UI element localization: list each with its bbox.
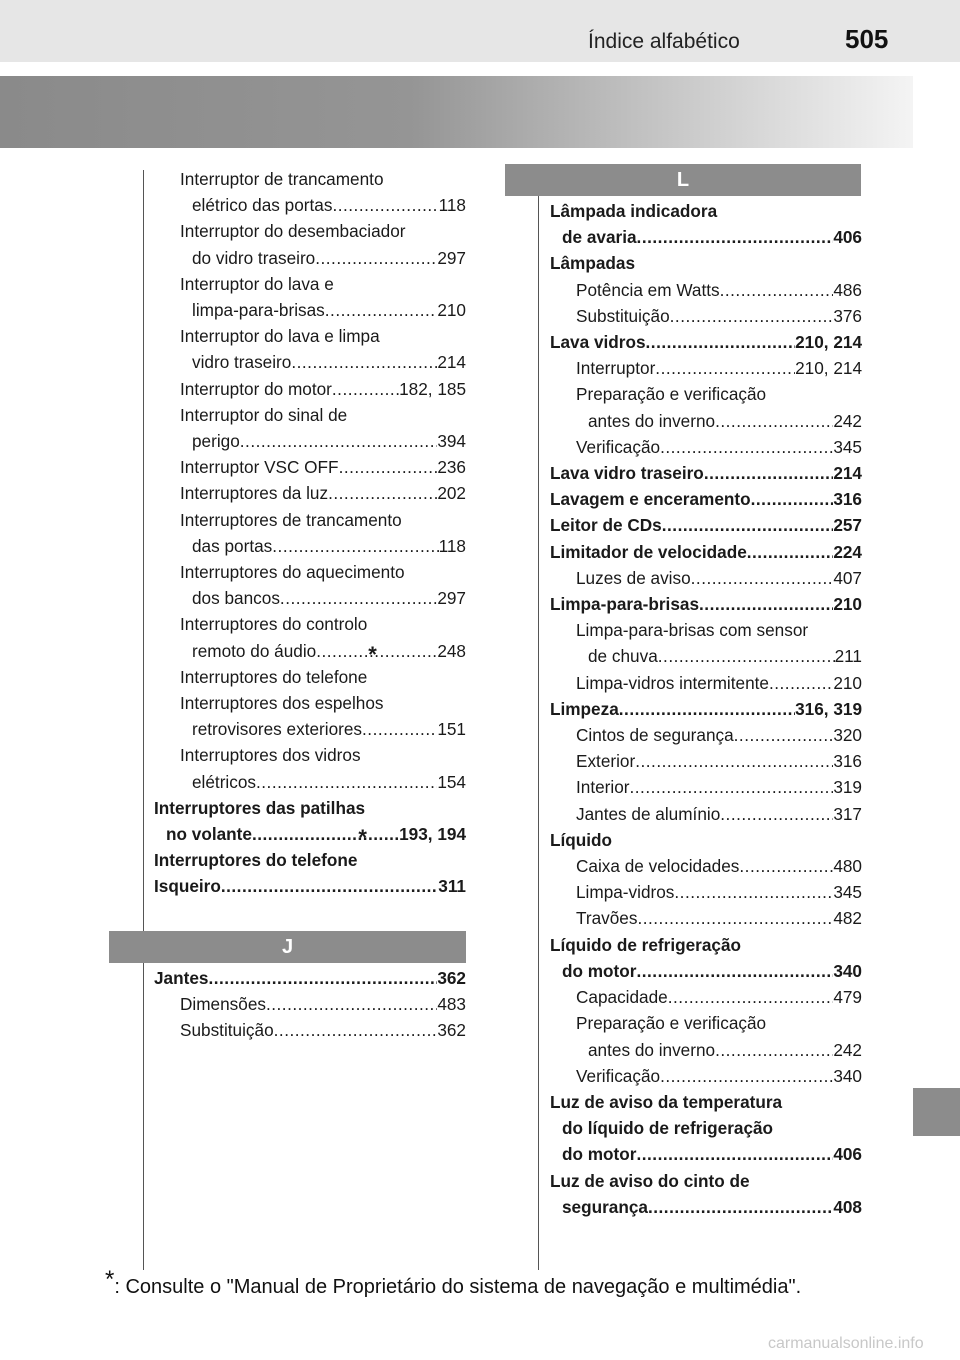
footnote-reference: * bbox=[358, 825, 367, 851]
index-entry bbox=[544, 198, 862, 250]
dot-leader bbox=[328, 480, 437, 506]
dot-leader bbox=[674, 879, 833, 905]
index-entry bbox=[148, 454, 466, 480]
index-entry-text: elétrico das portas bbox=[192, 195, 333, 216]
index-entry-text: remoto do áudio bbox=[192, 640, 317, 661]
index-entry bbox=[148, 559, 466, 611]
dot-leader bbox=[636, 1141, 833, 1167]
index-entry bbox=[148, 1017, 466, 1043]
index-entry bbox=[148, 690, 466, 742]
index-entry-text: Leitor de CDs bbox=[550, 515, 662, 536]
dot-leader bbox=[252, 821, 399, 847]
index-entry-text: Interruptores dos espelhos bbox=[180, 693, 384, 714]
dot-leader bbox=[747, 539, 834, 565]
index-entry bbox=[544, 486, 862, 512]
index-entry bbox=[544, 1010, 862, 1062]
index-page-number: 236 bbox=[437, 457, 466, 478]
dot-leader bbox=[266, 991, 437, 1017]
index-page-number: 257 bbox=[833, 515, 862, 536]
index-entry-text: Limpeza bbox=[550, 698, 619, 719]
dot-leader bbox=[332, 192, 438, 218]
index-page-number: 214 bbox=[437, 352, 466, 373]
dot-leader bbox=[655, 355, 795, 381]
dot-leader bbox=[715, 1037, 833, 1063]
index-page-number: 483 bbox=[437, 994, 466, 1015]
index-entry bbox=[544, 984, 862, 1010]
dot-leader bbox=[715, 408, 833, 434]
dot-leader bbox=[240, 428, 438, 454]
index-entry-text: do vidro traseiro bbox=[192, 247, 316, 268]
index-entry-text: Limpa-vidros intermitente bbox=[576, 672, 769, 693]
index-page-number: 224 bbox=[833, 541, 862, 562]
index-entry bbox=[544, 932, 862, 984]
index-entry bbox=[148, 507, 466, 559]
index-page-number: 480 bbox=[833, 856, 862, 877]
index-entry-text: Limpa-para-brisas com sensor bbox=[576, 620, 809, 641]
index-entry-text: Travões bbox=[576, 908, 638, 929]
page-title: Índice alfabético bbox=[588, 30, 740, 53]
index-entry bbox=[544, 853, 862, 879]
index-entry bbox=[148, 965, 466, 991]
index-page-number: 394 bbox=[437, 431, 466, 452]
page-header-bar bbox=[0, 0, 960, 62]
dot-leader bbox=[720, 801, 833, 827]
column-divider-middle bbox=[538, 170, 539, 1270]
index-entry bbox=[544, 774, 862, 800]
index-page-number: 311 bbox=[438, 876, 466, 897]
index-page-number: 210 bbox=[833, 594, 862, 615]
index-page-number: 151 bbox=[437, 719, 466, 740]
index-entry bbox=[544, 381, 862, 433]
index-entry-text: antes do inverno bbox=[588, 410, 716, 431]
dot-leader bbox=[339, 454, 438, 480]
index-entry-text: Isqueiro bbox=[154, 876, 221, 897]
index-page-number: 118 bbox=[438, 195, 466, 216]
page-number: 505 bbox=[845, 24, 889, 54]
index-entry-text: no volante bbox=[166, 824, 252, 845]
index-entry-text: Interruptor VSC OFF bbox=[180, 457, 339, 478]
dot-leader bbox=[648, 1194, 833, 1220]
index-entry-text: Limitador de velocidade bbox=[550, 541, 747, 562]
index-entry-text: Substituição bbox=[576, 305, 670, 326]
index-entry bbox=[148, 991, 466, 1017]
index-entry bbox=[544, 748, 862, 774]
index-entry-text: Interruptores da luz bbox=[180, 483, 329, 504]
index-entry-text: de avaria bbox=[562, 227, 637, 248]
dot-leader bbox=[256, 769, 437, 795]
index-entry bbox=[544, 905, 862, 931]
index-column-j bbox=[148, 965, 466, 1044]
index-entry-text: Interruptores do telefone bbox=[154, 850, 358, 871]
index-entry bbox=[544, 434, 862, 460]
index-entry-text: perigo bbox=[192, 431, 240, 452]
index-entry bbox=[544, 512, 862, 538]
index-entry-text: retrovisores exteriores bbox=[192, 719, 363, 740]
dot-leader bbox=[670, 303, 834, 329]
index-entry-text: Limpa-para-brisas bbox=[550, 594, 700, 615]
index-entry bbox=[544, 329, 862, 355]
dot-leader bbox=[274, 1017, 438, 1043]
index-entry-text: Luz de aviso do cinto de bbox=[550, 1170, 750, 1191]
index-entry-text: Verificação bbox=[576, 436, 661, 457]
index-entry bbox=[148, 742, 466, 794]
index-page-number: 182, 185 bbox=[399, 378, 466, 399]
dot-leader bbox=[315, 245, 437, 271]
dot-leader bbox=[280, 585, 437, 611]
index-page-number: 202 bbox=[437, 483, 466, 504]
index-page-number: 210, 214 bbox=[795, 332, 862, 353]
index-entry-text: Cintos de segurança bbox=[576, 725, 734, 746]
index-entry-text: elétricos bbox=[192, 771, 256, 792]
footnote bbox=[105, 1266, 802, 1300]
index-entry-text: Interruptores do controlo bbox=[180, 614, 368, 635]
index-entry bbox=[148, 323, 466, 375]
index-entry-text: Líquido bbox=[550, 829, 613, 850]
index-entry bbox=[544, 1089, 862, 1168]
index-entry-text: Interruptores de trancamento bbox=[180, 509, 402, 530]
index-entry bbox=[544, 879, 862, 905]
index-page-number: 297 bbox=[437, 247, 466, 268]
index-page-number: 345 bbox=[833, 882, 862, 903]
dot-leader bbox=[635, 748, 833, 774]
index-page-number: 316 bbox=[833, 489, 862, 510]
index-page-number: 406 bbox=[833, 1144, 862, 1165]
index-entry-text: limpa-para-brisas bbox=[192, 300, 325, 321]
index-entry-text: Luzes de aviso bbox=[576, 567, 691, 588]
index-entry-text: Preparação e verificação bbox=[576, 384, 767, 405]
dot-leader bbox=[704, 460, 834, 486]
index-entry-text: Dimensões bbox=[180, 994, 266, 1015]
column-divider-left bbox=[143, 170, 144, 1270]
index-page-number: 210 bbox=[437, 300, 466, 321]
index-entry-text: Caixa de velocidades bbox=[576, 856, 740, 877]
index-page-number: 340 bbox=[833, 1065, 862, 1086]
index-entry-text: Potência em Watts bbox=[576, 279, 720, 300]
index-entry bbox=[544, 460, 862, 486]
index-entry-text: Substituição bbox=[180, 1020, 274, 1041]
dot-leader bbox=[739, 853, 833, 879]
index-entry-text: Interruptores das patilhas bbox=[154, 797, 366, 818]
index-entry-text: das portas bbox=[192, 535, 273, 556]
index-page-number: 210, 214 bbox=[795, 358, 862, 379]
dot-leader bbox=[208, 965, 437, 991]
dot-leader bbox=[699, 591, 833, 617]
dot-leader bbox=[291, 349, 437, 375]
index-entry bbox=[544, 722, 862, 748]
index-entry-text: Lava vidro traseiro bbox=[550, 463, 704, 484]
index-entry bbox=[544, 1168, 862, 1220]
index-entry-text: Preparação e verificação bbox=[576, 1013, 767, 1034]
dot-leader bbox=[630, 774, 834, 800]
index-entry bbox=[544, 250, 862, 276]
chapter-tab bbox=[913, 1088, 960, 1136]
section-heading-j: J bbox=[109, 931, 466, 963]
index-page-number: 193, 194 bbox=[399, 824, 466, 845]
index-entry-text: do motor bbox=[562, 1144, 637, 1165]
index-entry-text: do líquido de refrigeração bbox=[562, 1118, 774, 1139]
index-entry-text: Interruptor do motor bbox=[180, 378, 332, 399]
index-entry-text: segurança bbox=[562, 1196, 648, 1217]
index-entry-text: do motor bbox=[562, 960, 637, 981]
index-entry bbox=[148, 795, 466, 847]
index-entry-text: Limpa-vidros bbox=[576, 882, 675, 903]
index-entry bbox=[148, 166, 466, 218]
dot-leader bbox=[272, 533, 438, 559]
index-entry-text: Capacidade bbox=[576, 987, 668, 1008]
index-entry bbox=[148, 480, 466, 506]
index-entry-text: Interruptor de trancamento bbox=[180, 169, 384, 189]
index-entry-text: Interruptor do sinal de bbox=[180, 404, 348, 425]
dot-leader bbox=[332, 376, 399, 402]
index-page-number: 214 bbox=[833, 463, 862, 484]
index-page-number: 482 bbox=[833, 908, 862, 929]
index-page-number: 211 bbox=[834, 646, 862, 667]
index-page-number: 406 bbox=[833, 227, 862, 248]
index-entry-text: Líquido de refrigeração bbox=[550, 934, 742, 955]
dot-leader bbox=[636, 958, 833, 984]
index-page-number: 242 bbox=[833, 1039, 862, 1060]
index-entry-text: Lâmpada indicadora bbox=[550, 201, 718, 221]
dot-leader bbox=[619, 696, 795, 722]
header-banner bbox=[0, 76, 913, 148]
index-entry bbox=[544, 277, 862, 303]
index-page-number: 407 bbox=[833, 567, 862, 588]
index-page-number: 210 bbox=[833, 672, 862, 693]
index-entry-text: antes do inverno bbox=[588, 1039, 716, 1060]
index-entry bbox=[544, 696, 862, 722]
index-page-number: 362 bbox=[437, 1020, 466, 1041]
index-entry-text: dos bancos bbox=[192, 588, 280, 609]
dot-leader bbox=[769, 670, 833, 696]
index-entry bbox=[544, 827, 862, 853]
index-entry-text: Jantes de alumínio bbox=[576, 803, 721, 824]
index-page-number: 242 bbox=[833, 410, 862, 431]
footnote-text: : Consulte o "Manual de Proprietário do sistema de navegação e multimédia". bbox=[114, 1276, 802, 1298]
index-page-number: 479 bbox=[833, 987, 862, 1008]
index-entry-text: Interior bbox=[576, 777, 630, 798]
index-entry bbox=[148, 271, 466, 323]
index-page-number: 118 bbox=[438, 535, 466, 556]
index-entry bbox=[544, 565, 862, 591]
dot-leader bbox=[646, 329, 796, 355]
index-entry-text: Jantes bbox=[154, 968, 209, 988]
index-entry-text: Exterior bbox=[576, 751, 636, 772]
index-page-number: 319 bbox=[833, 777, 862, 798]
index-column-right bbox=[544, 198, 862, 1220]
index-page-number: 340 bbox=[833, 960, 862, 981]
dot-leader bbox=[691, 565, 834, 591]
index-entry bbox=[544, 591, 862, 617]
index-entry bbox=[544, 303, 862, 329]
footnote-reference: * bbox=[368, 641, 377, 667]
index-entry bbox=[148, 611, 466, 663]
index-entry bbox=[148, 218, 466, 270]
index-entry-text: Verificação bbox=[576, 1065, 661, 1086]
index-entry-text: Lavagem e enceramento bbox=[550, 489, 751, 510]
index-page-number: 345 bbox=[833, 436, 862, 457]
index-entry bbox=[544, 670, 862, 696]
index-column-left bbox=[148, 166, 466, 900]
index-entry-text: Interruptores do telefone bbox=[180, 666, 368, 687]
dot-leader bbox=[325, 297, 438, 323]
index-entry-text: Luz de aviso da temperatura bbox=[550, 1091, 783, 1112]
index-entry-text: Interruptores do aquecimento bbox=[180, 562, 405, 583]
index-page-number: 408 bbox=[833, 1196, 862, 1217]
index-entry bbox=[148, 402, 466, 454]
dot-leader bbox=[720, 277, 834, 303]
index-entry-text: Interruptor do lava e limpa bbox=[180, 326, 380, 347]
dot-leader bbox=[362, 716, 437, 742]
index-entry-text: Lava vidros bbox=[550, 332, 646, 353]
dot-leader bbox=[637, 905, 833, 931]
dot-leader bbox=[668, 984, 834, 1010]
index-page-number: 317 bbox=[833, 803, 862, 824]
index-entry bbox=[544, 539, 862, 565]
dot-leader bbox=[221, 873, 438, 899]
index-page-number: 154 bbox=[437, 771, 466, 792]
index-entry bbox=[544, 617, 862, 669]
dot-leader bbox=[662, 512, 834, 538]
index-entry bbox=[544, 1063, 862, 1089]
index-entry-text: Interruptor bbox=[576, 358, 656, 379]
index-entry bbox=[544, 801, 862, 827]
index-entry bbox=[148, 873, 466, 899]
index-page-number: 376 bbox=[833, 305, 862, 326]
index-page-number: 297 bbox=[437, 588, 466, 609]
index-page-number: 316 bbox=[833, 751, 862, 772]
index-entry-text: Lâmpadas bbox=[550, 253, 636, 274]
index-page-number: 320 bbox=[833, 725, 862, 746]
index-entry-text: Interruptor do lava e bbox=[180, 273, 334, 294]
index-entry bbox=[148, 376, 466, 402]
dot-leader bbox=[660, 434, 833, 460]
dot-leader bbox=[637, 224, 834, 250]
index-page-number: 248 bbox=[437, 640, 466, 661]
index-page-number: 362 bbox=[437, 968, 466, 988]
dot-leader bbox=[734, 722, 834, 748]
index-entry-text: vidro traseiro bbox=[192, 352, 292, 373]
watermark: carmanualsonline.info bbox=[768, 1335, 924, 1352]
index-entry-text: Interruptor do desembaciador bbox=[180, 221, 406, 242]
footnote-marker: * bbox=[105, 1266, 115, 1293]
index-page-number: 486 bbox=[833, 279, 862, 300]
index-entry-text: de chuva bbox=[588, 646, 658, 667]
index-entry-text: Interruptores dos vidros bbox=[180, 745, 361, 766]
index-entry bbox=[544, 355, 862, 381]
dot-leader bbox=[658, 643, 835, 669]
section-heading-l: L bbox=[505, 164, 861, 196]
dot-leader bbox=[751, 486, 834, 512]
dot-leader bbox=[660, 1063, 833, 1089]
index-page-number: 316, 319 bbox=[795, 698, 862, 719]
